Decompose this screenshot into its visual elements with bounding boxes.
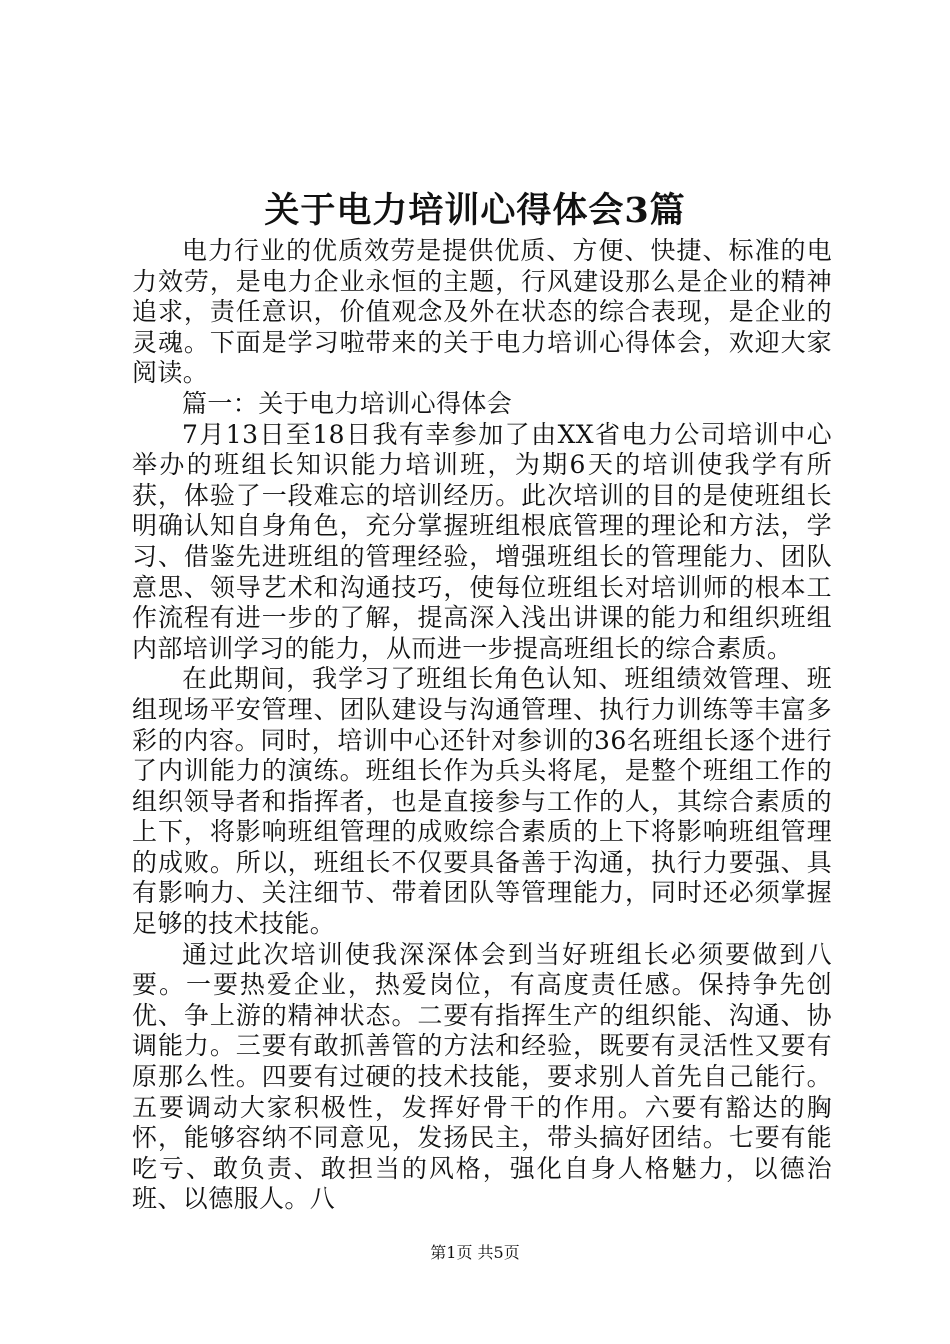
body-paragraph: 在此期间，我学习了班组长角色认知、班组绩效管理、班组现场平安管理、团队建设与沟通管理、执行力训练等丰富多彩的内容。同时，培训中心还针对参训的36名班组长逐个进行了内训能力的演练。班组长作为兵头将尾，是整个班组工作的组织领导者和指挥者，也是直接参与工作的人，其综合素质的上下，将影响班组管理的成败综合素质的上下将影响班组管理的成败。所以，班组长不仅要具备善于沟通，执行力要强、具有影响力、关注细节、带着团队等管理能力，同时还必须掌握足够的技术技能。 <box>132 664 832 939</box>
page-number: 第1页 共5页 <box>430 1243 520 1262</box>
body-paragraph: 7月13日至18日我有幸参加了由XX省电力公司培训中心举办的班组长知识能力培训班，为期6天的培训使我学有所获，体验了一段难忘的培训经历。此次培训的目的是使班组长明确认知自身角色，充分掌握班组根底管理的理论和方法，学习、借鉴先进班组的管理经验，增强班组长的管理能力、团队意思、领导艺术和沟通技巧，使每位班组长对培训师的根本工作流程有进一步的了解，提高深入浅出讲课的能力和组织班组内部培训学习的能力，从而进一步提高班组长的综合素质。 <box>132 419 832 663</box>
document-body <box>132 236 832 1215</box>
section-heading: 篇一：关于电力培训心得体会 <box>182 388 513 418</box>
document-title: 关于电力培训心得体会3篇 <box>264 190 686 231</box>
body-paragraph: 通过此次培训使我深深体会到当好班组长必须要做到八要。一要热爱企业，热爱岗位，有高度责任感。保持争先创优、争上游的精神状态。二要有指挥生产的组织能、沟通、协调能力。三要有敢抓善管的方法和经验，既要有灵活性又要有原那么性。四要有过硬的技术技能，要求别人首先自己能行。五要调动大家积极性，发挥好骨干的作用。六要有豁达的胸怀，能够容纳不同意见，发扬民主，带头搞好团结。七要有能吃亏、敢负责、敢担当的风格，强化自身人格魅力，以德治班、以德服人。八 <box>132 939 832 1214</box>
intro-paragraph: 电力行业的优质效劳是提供优质、方便、快捷、标准的电力效劳，是电力企业永恒的主题，行风建设那么是企业的精神追求，责任意识，价值观念及外在状态的综合表现，是企业的灵魂。下面是学习啦带来的关于电力培训心得体会，欢迎大家阅读。 <box>132 236 832 388</box>
